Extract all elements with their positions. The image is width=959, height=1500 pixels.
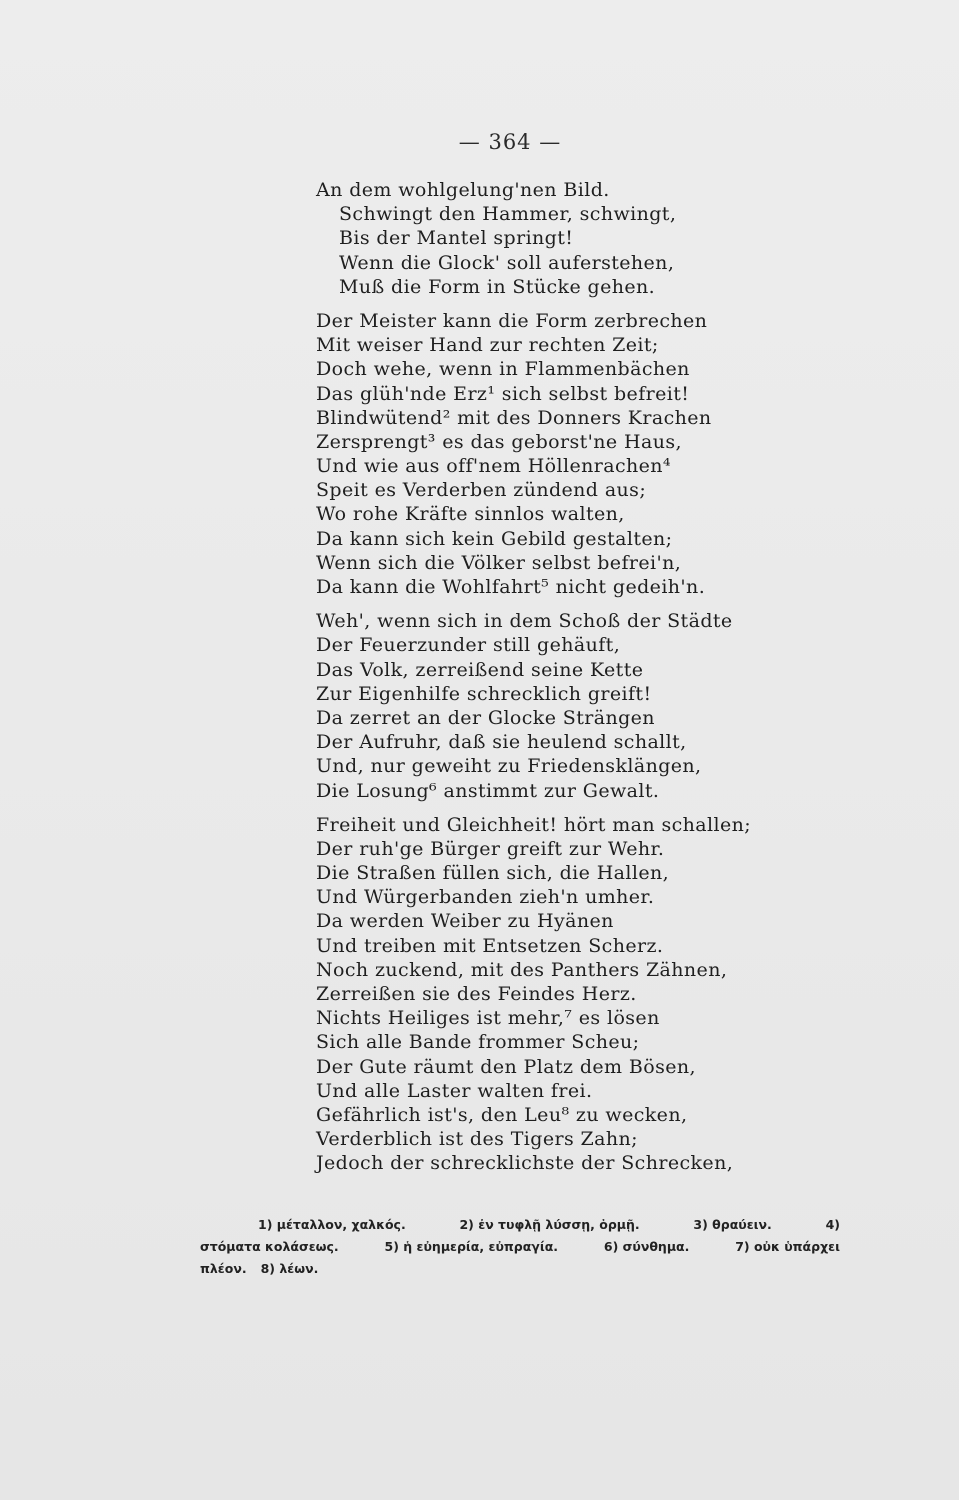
stanza [316, 813, 752, 1176]
page-number: — 364 — [458, 130, 562, 154]
verse-line: Zur Eigenhilfe schrecklich greift! [316, 682, 652, 705]
verse-line: Bis der Mantel springt! [339, 227, 574, 250]
verse-line: Und alle Laster walten frei. [316, 1079, 593, 1102]
verse-line: Der Gute räumt den Platz dem Bösen, [316, 1055, 696, 1078]
footnote-line-1 [200, 1214, 840, 1236]
verse-line: Freiheit und Gleichheit! hört man schallen; [316, 813, 752, 836]
verse-line: Das glüh'nde Erz¹ sich selbst befreit! [316, 382, 690, 405]
verse-line: Zerreißen sie des Feindes Herz. [316, 983, 637, 1005]
stanza [316, 609, 736, 803]
footnote-4-text: στόματα κολάσεως. [200, 1239, 339, 1254]
verse-line: Der ruh'ge Bürger greift zur Wehr. [316, 837, 665, 860]
verse-line: Und Würgerbanden zieh'n umher. [316, 886, 655, 909]
verse-line: Das Volk, zerreißend seine Kette [316, 658, 644, 681]
footnote-2: 2) ἐν τυφλῇ λύσσῃ, ὁρμῇ. [459, 1217, 640, 1232]
verse-line: Schwingt den Hammer, schwingt, [339, 203, 677, 226]
footnote-line-3 [200, 1258, 840, 1280]
verse-line: Nichts Heiliges ist mehr,⁷ es lösen [316, 1007, 660, 1030]
footnote-4-marker: 4) [825, 1217, 840, 1232]
verse-line: Zersprengt³ es das geborst'ne Haus, [316, 430, 682, 453]
footnote-3: 3) θραύειν. [693, 1217, 772, 1232]
verse-line: Der Feuerzunder still gehäuft, [316, 634, 621, 657]
verse-line: Der Aufruhr, daß sie heulend schallt, [316, 731, 687, 754]
footnote-1: 1) μέταλλον, χαλκός. [258, 1217, 406, 1232]
footnote-7: 7) οὐκ ὑπάρχει [735, 1239, 840, 1254]
verse-line: Noch zuckend, mit des Panthers Zähnen, [316, 958, 728, 981]
poem-text [316, 178, 752, 1176]
verse-line: Sich alle Bande frommer Scheu; [316, 1031, 640, 1054]
verse-line: Verderblich ist des Tigers Zahn; [316, 1128, 638, 1151]
verse-line: An dem wohlgelung'nen Bild. [316, 179, 610, 201]
verse-line: Muß die Form in Stücke gehen. [339, 275, 656, 298]
verse-line: Die Losung⁶ anstimmt zur Gewalt. [316, 779, 660, 802]
verse-line: Gefährlich ist's, den Leu⁸ zu wecken, [316, 1103, 688, 1126]
verse-line: Und treiben mit Entsetzen Scherz. [316, 934, 664, 957]
verse-line: Da zerret an der Glocke Strängen [316, 706, 655, 729]
verse-line: Da kann die Wohlfahrt⁵ nicht gedeih'n. [316, 576, 706, 598]
verse-line: Weh', wenn sich in dem Schoß der Städte [316, 610, 733, 633]
footnote-line-2 [200, 1236, 840, 1258]
verse-line: Wenn sich die Völker selbst befrei'n, [316, 551, 682, 574]
footnote-8: 8) λέων. [260, 1261, 319, 1276]
stanza [316, 178, 736, 299]
verse-line: Da kann sich kein Gebild gestalten; [316, 527, 673, 550]
verse-line: Die Straßen füllen sich, die Hallen, [316, 862, 670, 885]
verse-line: Da werden Weiber zu Hyänen [316, 910, 614, 933]
stanza [316, 309, 736, 599]
verse-line: Wenn die Glock' soll auferstehen, [339, 251, 675, 274]
verse-line: Und wie aus off'nem Höllenrachen⁴ [316, 455, 671, 478]
verse-line: Speit es Verderben zündend aus; [316, 479, 647, 502]
verse-line: Und, nur geweiht zu Friedensklängen, [316, 755, 702, 778]
verse-line: Doch wehe, wenn in Flammenbächen [316, 358, 690, 381]
verse-line: Jedoch der schrecklichste der Schrecken, [316, 1152, 734, 1175]
verse-line: Blindwütend² mit des Donners Krachen [316, 406, 712, 429]
footnote-6: 6) σύνθημα. [603, 1239, 690, 1254]
footnote-7-continued: πλέον. [200, 1261, 247, 1276]
footnotes [200, 1214, 840, 1280]
verse-line: Mit weiser Hand zur rechten Zeit; [316, 334, 659, 357]
footnote-5: 5) ἡ εὐημερία, εὐπραγία. [384, 1239, 559, 1254]
verse-line: Wo rohe Kräfte sinnlos walten, [316, 503, 625, 526]
verse-line: Der Meister kann die Form zerbrechen [316, 309, 708, 332]
